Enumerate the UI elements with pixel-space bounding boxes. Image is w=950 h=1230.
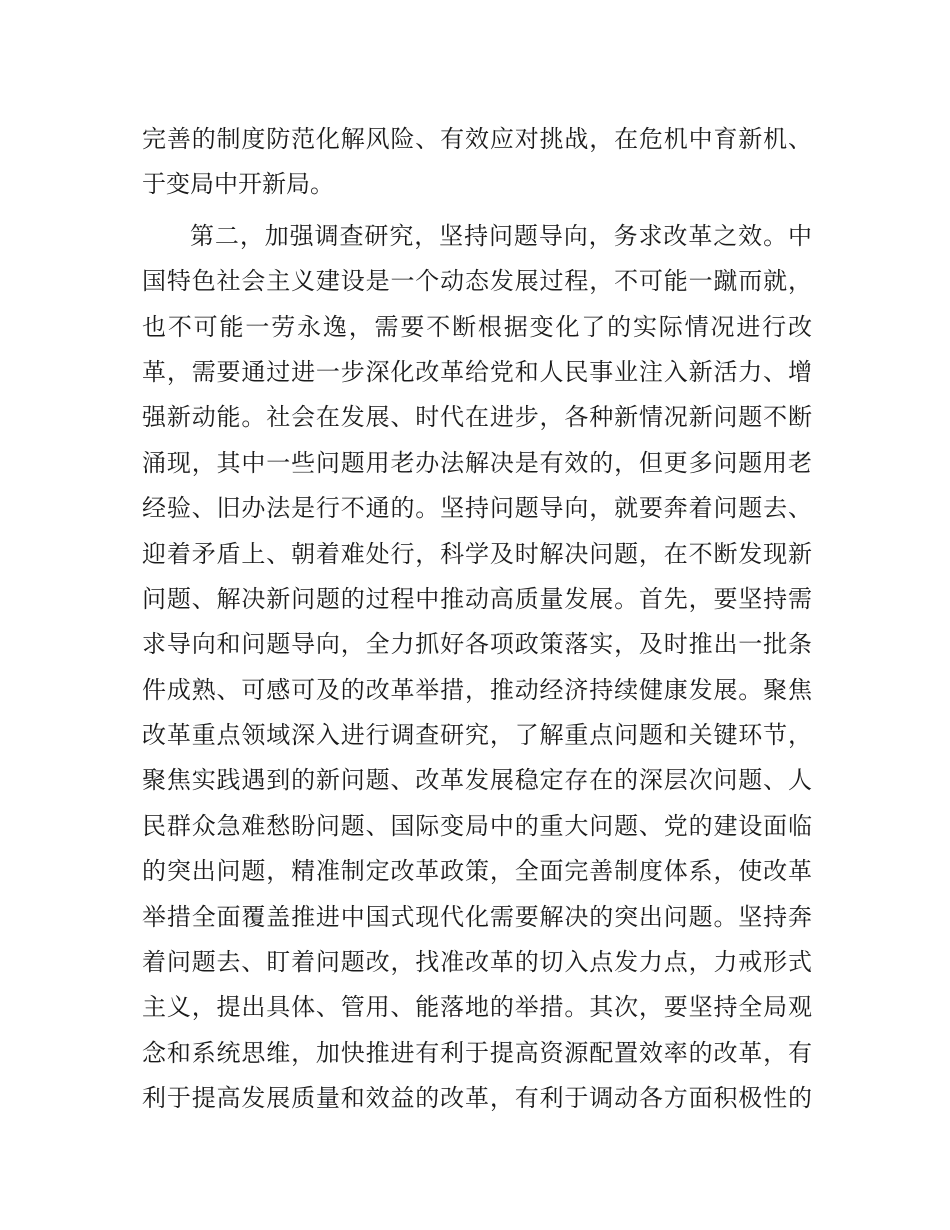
text-line: 第二，加强调查研究，坚持问题导向，务求改革之效。中 [190, 221, 812, 250]
text-line: 经验、旧办法是行不通的。坚持问题导向，就要奔着问题去、 [142, 494, 812, 523]
text-line: 件成熟、可感可及的改革举措，推动经济持续健康发展。聚焦 [142, 675, 812, 704]
text-line: 革，需要通过进一步深化改革给党和人民事业注入新活力、增 [142, 357, 812, 386]
body-text [142, 117, 812, 1122]
text-line: 主义，提出具体、管用、能落地的举措。其次，要坚持全局观 [142, 993, 812, 1022]
text-line: 民群众急难愁盼问题、国际变局中的重大问题、党的建设面临 [142, 811, 812, 840]
text-line: 举措全面覆盖推进中国式现代化需要解决的突出问题。坚持奔 [142, 902, 812, 931]
text-line: 利于提高发展质量和效益的改革，有利于调动各方面积极性的 [142, 1084, 812, 1113]
text-line: 求导向和问题导向，全力抓好各项政策落实，及时推出一批条 [142, 630, 812, 659]
text-line: 改革重点领域深入进行调查研究，了解重点问题和关键环节， [142, 721, 812, 750]
text-line: 聚焦实践遇到的新问题、改革发展稳定存在的深层次问题、人 [142, 766, 812, 795]
text-line: 问题、解决新问题的过程中推动高质量发展。首先，要坚持需 [142, 584, 812, 613]
text-line: 也不可能一劳永逸，需要不断根据变化了的实际情况进行改 [142, 312, 812, 341]
paragraph-1 [142, 117, 812, 208]
paragraph-2 [142, 214, 812, 1122]
text-line: 迎着矛盾上、朝着难处行，科学及时解决问题，在不断发现新 [142, 539, 812, 568]
text-line: 涌现，其中一些问题用老办法解决是有效的，但更多问题用老 [142, 448, 812, 477]
text-line: 的突出问题，精准制定改革政策，全面完善制度体系，使改革 [142, 857, 812, 886]
text-line: 着问题去、盯着问题改，找准改革的切入点发力点，力戒形式 [142, 948, 812, 977]
text-line: 于变局中开新局。 [142, 170, 334, 199]
text-line: 念和系统思维，加快推进有利于提高资源配置效率的改革，有 [142, 1038, 812, 1067]
text-line: 强新动能。社会在发展、时代在进步，各种新情况新问题不断 [142, 403, 812, 432]
text-line: 国特色社会主义建设是一个动态发展过程，不可能一蹴而就， [142, 267, 812, 296]
text-line: 完善的制度防范化解风险、有效应对挑战，在危机中育新机、 [142, 125, 812, 153]
